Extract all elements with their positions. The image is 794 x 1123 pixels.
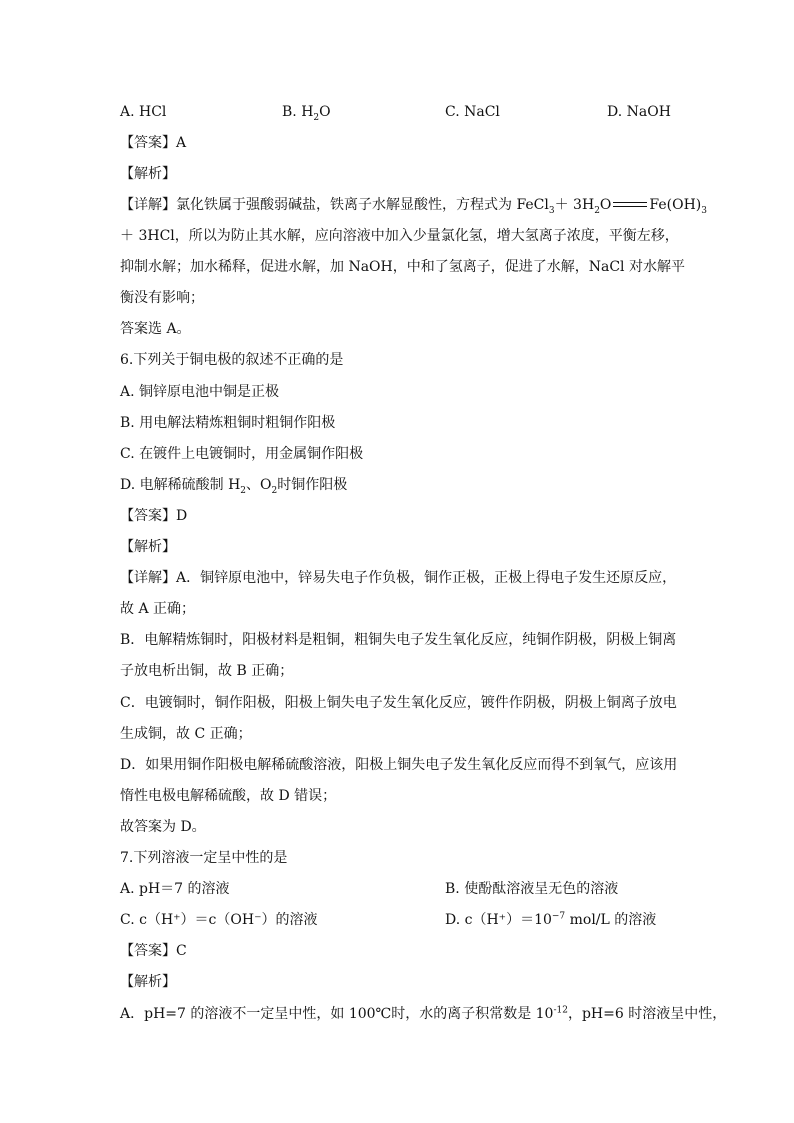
q7-analysis-label: 【解析】 [120,974,176,990]
q7-option-d: D. $c(H^+)=10^{-7}$ mol/L 的溶液 [445,911,657,928]
q6-analysis-label: 【解析】 [120,539,176,555]
q5-analysis-label: 【解析】 [120,166,176,182]
q5-detail-line-4: 衡没有影响； [120,290,204,306]
q6-detail-line: 【详解】A．铜锌原电池中，锌易失电子作负极，铜作正极，正极上得电子发生还原反应， [120,570,677,586]
q5-detail-line-3: 抑制水解；加水稀释，促进水解，加 NaOH，中和了氢离子，促进了水解，NaCl 对水解平 [120,259,685,275]
q6-detail-line: D．如果用铜作阳极电解稀硫酸溶液，阳极上铜失电子发生氧化反应而得不到氧气，应该用 [120,757,678,773]
q5-option-d: D. NaOH [607,104,671,120]
q6-option-a: A. 铜锌原电池中铜是正极 [120,384,280,400]
q5-detail-line-2: ＋ 3HCl，所以为防止其水解，应向溶液中加入少量氯化氢，增大氢离子浓度，平衡左移， [120,228,679,244]
q6-detail-line: C．电镀铜时，铜作阳极，阳极上铜失电子发生氧化反应，镀件作阴极，阴极上铜离子放电 [120,695,677,711]
q6-detail-line: 惰性电极电解稀硫酸，故 D 错误； [120,788,337,804]
q6-detail-line: 故 A 正确； [120,601,196,617]
q6-option-c: C. 在镀件上电镀铜时，用金属铜作阳极 [120,446,364,462]
q5-option-a: A. HCl [120,104,167,120]
q7-option-c: C. c（H⁺）＝c（OH⁻）的溶液 [120,912,318,928]
q6-conclusion: 故答案为 D。 [120,819,206,835]
q5-option-b: B. $H_2O$ [282,104,331,123]
q5-conclusion: 答案选 A。 [120,321,191,337]
q6-option-b: B. 用电解法精炼粗铜时粗铜作阳极 [120,415,336,431]
q6-detail-line: B．电解精炼铜时，阳极材料是粗铜，粗铜失电子发生氧化反应，纯铜作阴极，阴极上铜离 [120,632,677,648]
q6-option-d: D. 电解稀硫酸制 $H_2$、$O_2$时铜作阳极 [120,477,348,496]
q6-detail-line: 子放电析出铜，故 B 正确； [120,663,294,679]
q6-detail-line: 生成铜，故 C 正确； [120,726,252,742]
q5-option-c: C. NaCl [445,104,500,120]
q7-detail-line: A．pH=7 的溶液不一定呈中性，如 100℃时，水的离子积常数是 $10^{-12}$，pH=6 时溶液呈中性， [120,1005,727,1022]
q7-option-b: B. 使酚酞溶液呈无色的溶液 [445,881,619,897]
q5-answer: 【答案】A [120,135,187,151]
q6-answer: 【答案】D [120,508,188,524]
q7-option-a: A. pH＝7 的溶液 [120,881,230,897]
q5-detail-line-1: 【详解】氯化铁属于强酸弱碱盐，铁离子水解显酸性，方程式为 FeCl$_3$＋ $3H_2O$ $Fe(OH)_3$ [120,197,707,216]
q6-stem: 6.下列关于铜电极的叙述不正确的是 [120,352,344,368]
q7-stem: 7.下列溶液一定呈中性的是 [120,850,288,866]
q7-answer: 【答案】C [120,943,187,959]
reversible-equal-sign-icon [613,200,647,210]
